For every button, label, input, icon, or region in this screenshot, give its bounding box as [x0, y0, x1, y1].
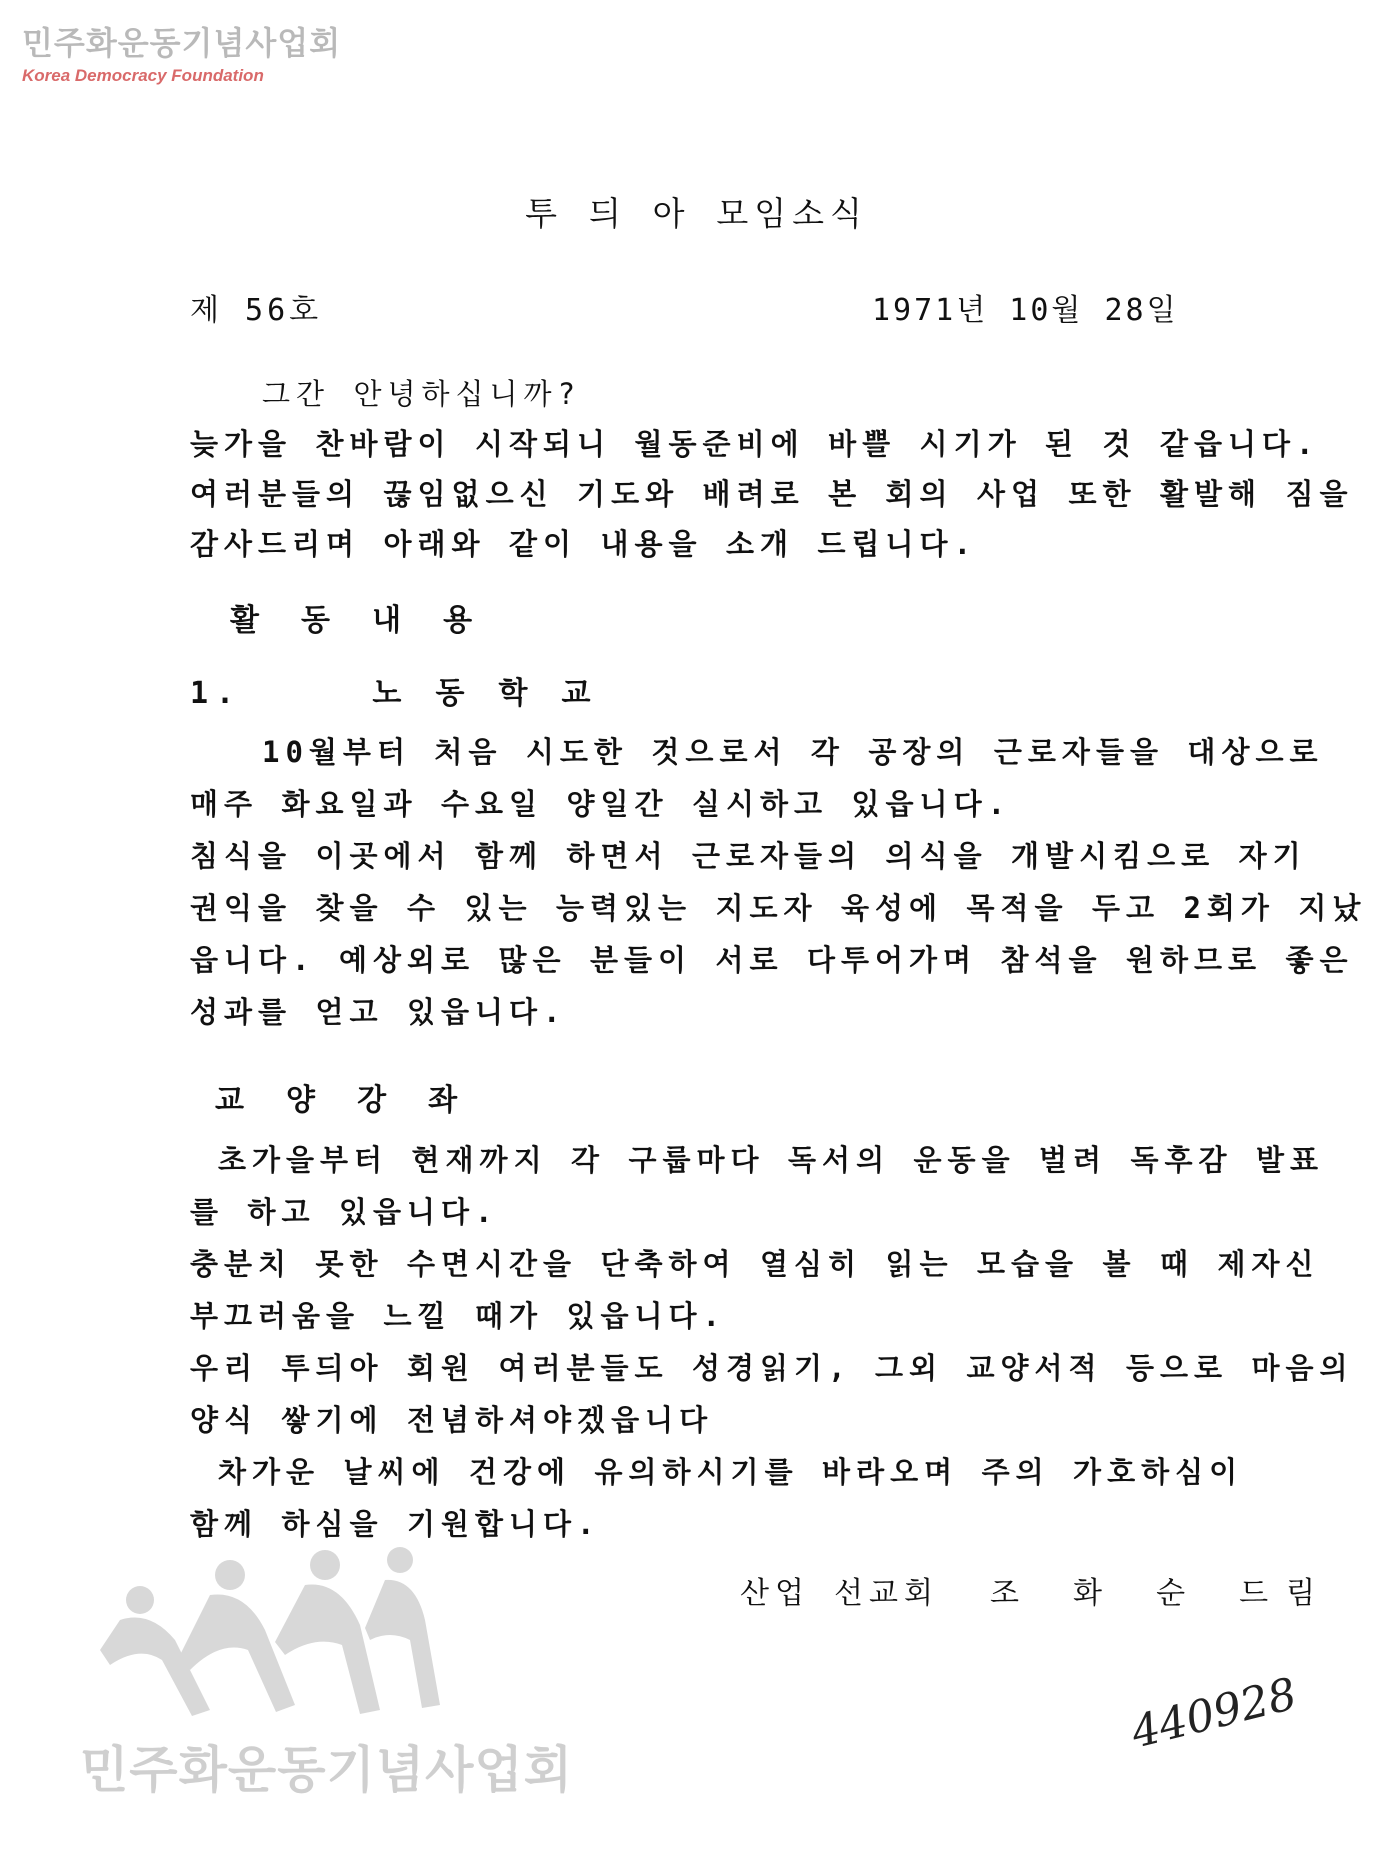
watermark-korean: 민주화운동기념사업회	[22, 24, 342, 62]
section-heading: 활 동 내 용	[230, 603, 485, 638]
item1-line: 10월부터 처음 시도한 것으로서 각 공장의 근로자들을 대상으로	[262, 735, 1324, 769]
watermark-korean-bottom: 민주화운동기념사업회	[80, 1741, 573, 1799]
item2-line: 를 하고 있읍니다.	[190, 1195, 499, 1229]
closing-line: 차가운 날씨에 건강에 유의하시기를 바라오며 주의 가호하심이	[218, 1455, 1244, 1489]
issue-number: 제 56호	[190, 293, 323, 328]
item2-heading: 교 양 강 좌	[215, 1083, 470, 1118]
intro-line: 감사드리며 아래와 같이 내용을 소개 드립니다.	[190, 527, 978, 561]
item1-line: 성과를 얻고 있읍니다.	[190, 995, 567, 1029]
signature-name: 조 화 순 드림	[990, 1576, 1334, 1611]
document-title: 투 듸 아 모임소식	[525, 194, 868, 233]
issue-date: 1971년 10월 28일	[872, 293, 1179, 328]
item1-line: 권익을 찾을 수 있는 능력있는 지도자 육성에 목적을 두고 2회가 지났	[190, 891, 1367, 925]
watermark-english: Korea Democracy Foundation	[22, 66, 264, 85]
watermark-bottom	[80, 1530, 573, 1810]
runners-logo-icon	[80, 1530, 460, 1730]
handwritten-number: 440928	[1126, 1668, 1302, 1759]
item2-line: 부끄러움을 느낄 때가 있읍니다.	[190, 1299, 727, 1333]
watermark-top	[22, 18, 341, 86]
greeting-line: 그간 안녕하십니까?	[262, 377, 582, 411]
item2-line: 우리 투듸아 회원 여러분들도 성경읽기, 그외 교양서적 등으로 마음의	[190, 1351, 1354, 1385]
signature-organization: 산업 선교회	[740, 1576, 939, 1611]
item1-line: 침식을 이곳에서 함께 하면서 근로자들의 의식을 개발시킴으로 자기	[190, 839, 1307, 873]
item2-line: 양식 쌓기에 전념하셔야겠읍니다	[190, 1403, 714, 1437]
item2-line: 충분치 못한 수면시간을 단축하여 열심히 읽는 모습을 볼 때 제자신	[190, 1247, 1320, 1281]
item1-heading: 1. 노 동 학 교	[190, 676, 599, 711]
item1-line: 매주 화요일과 수요일 양일간 실시하고 있읍니다.	[190, 787, 1012, 821]
item1-line: 읍니다. 예상외로 많은 분들이 서로 다투어가며 참석을 원하므로 좋은	[190, 943, 1354, 977]
item2-line: 초가을부터 현재까지 각 구룹마다 독서의 운동을 벌려 독후감 발표	[218, 1143, 1325, 1177]
closing-line: 함께 하심을 기원합니다.	[190, 1507, 601, 1541]
intro-line: 여러분들의 끊임없으신 기도와 배려로 본 회의 사업 또한 활발해 짐을	[190, 477, 1354, 511]
intro-line: 늦가을 찬바람이 시작되니 월동준비에 바쁠 시기가 된 것 같읍니다.	[190, 427, 1320, 461]
